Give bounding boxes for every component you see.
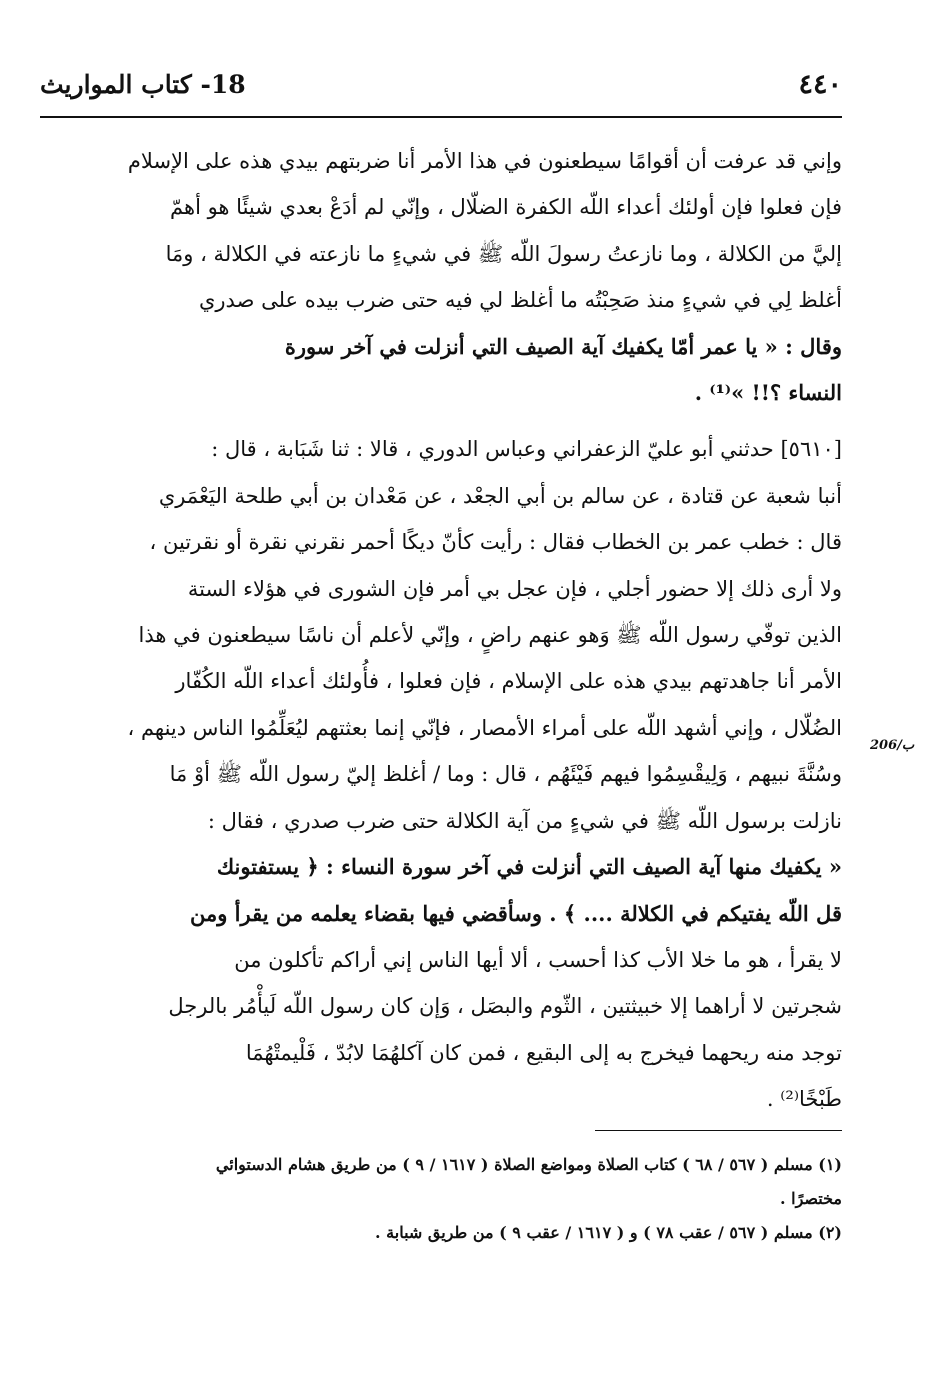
header-rule <box>40 116 842 118</box>
footnote-1 <box>40 1148 842 1216</box>
text-line: أنبا شعبة عن قتادة ، عن سالم بن أبي الجعْد ، عن مَعْدان بن أبي طلحة اليَعْمَري <box>158 483 842 508</box>
footnote-line: مختصرًا . <box>779 1189 842 1208</box>
text-line: فإن فعلوا فإن أولئك أعداء اللّه الكفرة الضلّال ، وإنّي لم أدَعْ بعدي شيئًا هو أهمّ <box>170 195 842 220</box>
text-line: نازلت برسول اللّه ﷺ في شيءٍ من آية الكلالة حتى ضرب صدري ، فقال : <box>207 808 842 833</box>
paragraph-1 <box>46 138 842 416</box>
text-line: توجد منه ريحهما فيخرج به إلى البقيع ، فمن كان آكلهُمَا لابُدّ ، فَلْيمتْهُمَا <box>245 1040 842 1065</box>
text-line: « يكفيك منها آية الصيف التي أنزلت في آخر سورة النساء : ﴿ يستفتونك <box>216 854 842 880</box>
text-line: إليَّ من الكلالة ، وما نازعتُ رسولَ اللّه ﷺ في شيءٍ ما نازعته في الكلالة ، ومَا <box>165 241 842 266</box>
footnotes <box>40 1148 842 1250</box>
text-line: قال : خطب عمر بن الخطاب فقال : رأيت كأنّ ديكًا أحمر نقرني نقرة أو نقرتين ، <box>149 530 842 555</box>
footnote-line: (٢) مسلم ( ٥٦٧ / عقب ٧٨ ) و ( ١٦١٧ / عقب ٩ ) من طريق شبابة . <box>375 1223 842 1242</box>
main-text <box>46 138 842 1123</box>
footnote-line: (١) مسلم ( ٥٦٧ / ٦٨ ) كتاب الصلاة ومواضع الصلاة ( ١٦١٧ / ٩ ) من طريق هشام الدستوائي <box>215 1155 842 1174</box>
text-line: أغلظ لِي في شيءٍ منذ صَحِبْتُه ما أغلظ لي فيه حتى ضرب بيده على صدري <box>198 288 842 313</box>
text-line: وسُنَّةَ نبيهم ، وَلِيقْسِمُوا فيهم فَيْئَهُم ، قال : وما / أغلظ إليّ رسول اللّه ﷺ أوْ مَا <box>169 762 842 787</box>
footnote-rule <box>595 1130 842 1131</box>
text-line: طَبْخًا⁽²⁾ . <box>766 1087 842 1112</box>
text-line: وإني قد عرفت أن أقوامًا سيطعنون في هذا الأمر أنا ضربتهم بيدي هذه على الإسلام <box>127 149 842 173</box>
hadith-heading-line: [٥٦١٠] حدثني أبو عليّ الزعفراني وعباس الدوري ، قالا : ثنا شَبَابة ، قال : <box>211 437 842 462</box>
text-line: الضُلّال ، وإني أشهد اللّه على أمراء الأمصار ، فإنّي إنما بعثتهم ليُعَلِّمُوا الناس دينهم ، <box>127 715 842 740</box>
page-number: ٤٤٠ <box>798 68 842 100</box>
text-line: قل اللّه يفتيكم في الكلالة .... ﴾ . وسأقضي فيها بقضاء يعلمه من يقرأ ومن <box>190 900 842 926</box>
margin-folio-note: 206/ب <box>870 738 915 753</box>
paragraph-2 <box>46 426 842 1122</box>
text-line: الأمر أنا جاهدتهم بيدي هذه على الإسلام ، فإن فعلوا ، فأُولئك أعداء اللّه الكُفّار <box>175 669 842 694</box>
book-title: 18- كتاب المواريث <box>40 69 246 99</box>
text-line: لا يقرأ ، هو ما خلا الأب كذا أحسب ، ألا أيها الناس إني أراكم تأكلون من <box>234 947 842 972</box>
footnote-2 <box>40 1216 842 1250</box>
text-line: ولا أرى ذلك إلا حضور أجلي ، فإن عجل بي أمر فإن الشورى في هؤلاء الستة <box>187 576 842 601</box>
page-header <box>40 62 842 106</box>
text-line: النساء ؟!! »⁽¹⁾ . <box>694 380 842 406</box>
text-line: الذين توفّي رسول اللّه ﷺ وَهو عنهم راضٍ ، وإنّي لأعلم أن ناسًا سيطعنون في هذا <box>138 623 842 648</box>
text-line: وقال : « يا عمر أمّا يكفيك آية الصيف التي أنزلت في آخر سورة <box>284 333 842 359</box>
text-line: شجرتين لا أراهما إلا خبيثتين ، الثّوم والبصَل ، وَإن كان رسول اللّه لَيأْمُر بالرجل <box>168 994 842 1019</box>
